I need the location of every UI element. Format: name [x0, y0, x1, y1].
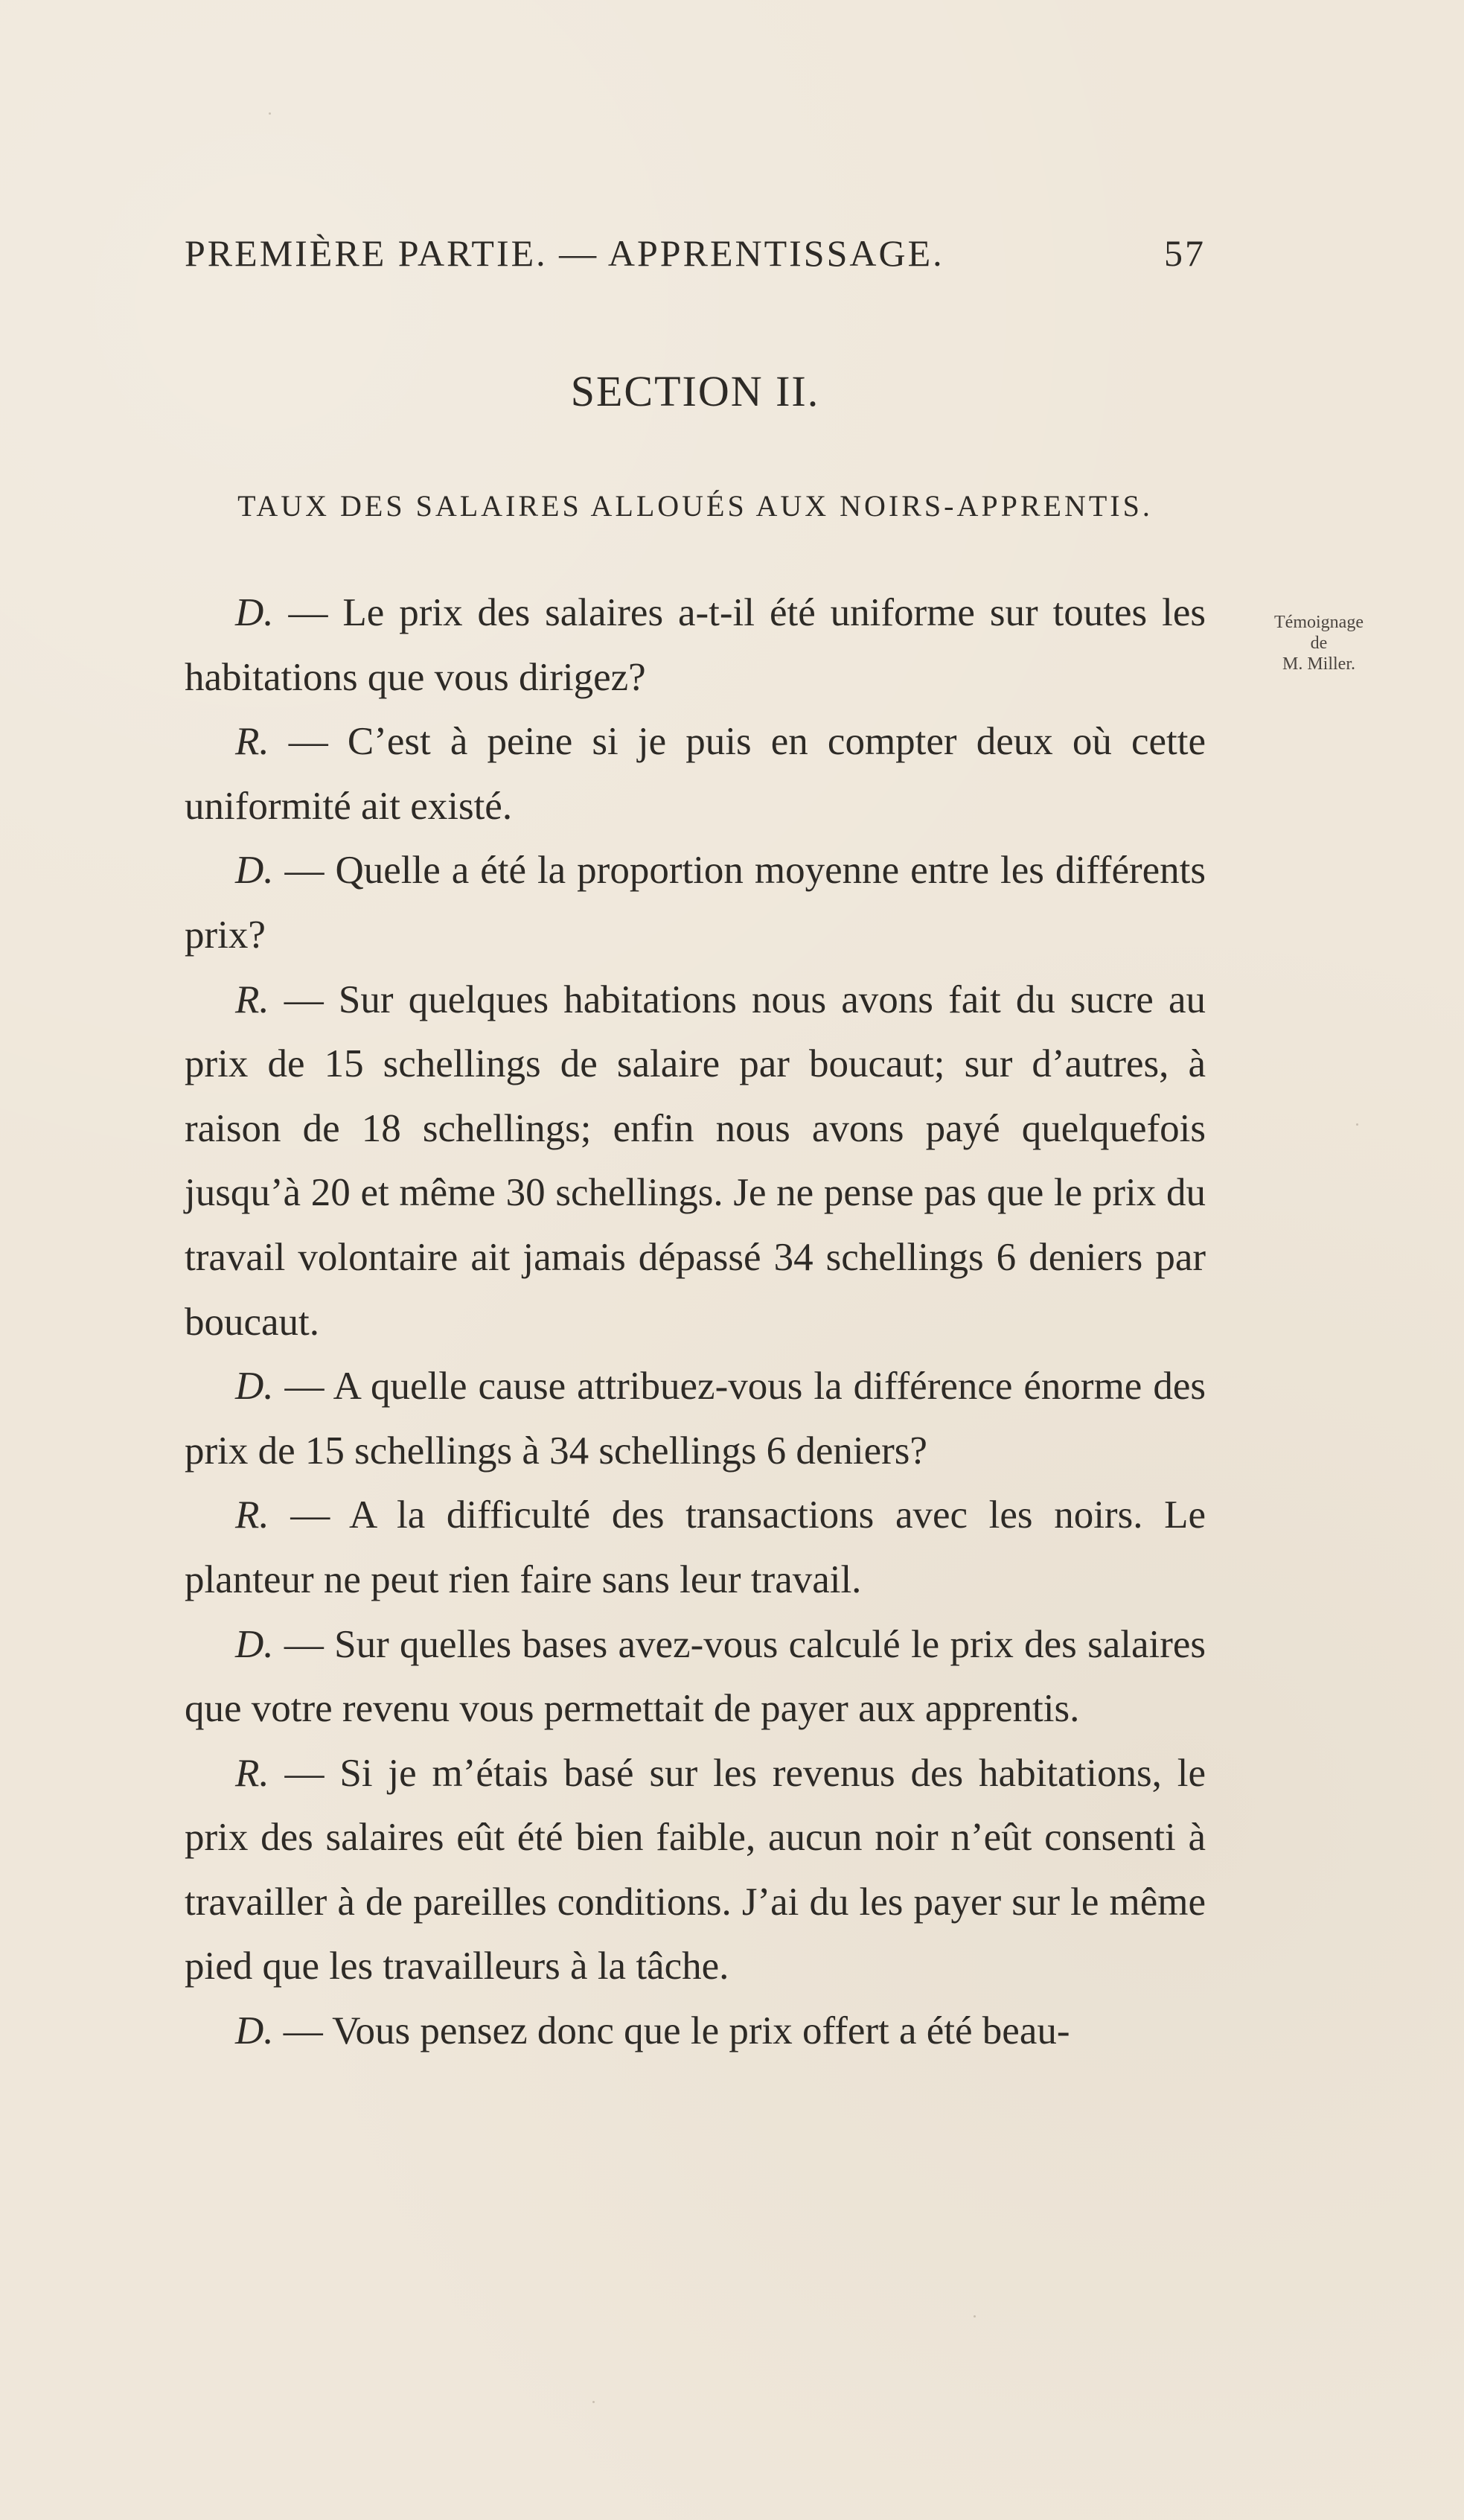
- dialogue-paragraph: [185, 968, 1206, 1355]
- interview-text: [185, 581, 1206, 2064]
- dialogue-paragraph: [185, 1613, 1206, 1741]
- dialogue-paragraph: [185, 1999, 1206, 2064]
- paper-speck: [778, 617, 780, 619]
- speaker-label: D.: [235, 1622, 274, 1666]
- section-subtitle: TAUX DES SALAIRES ALLOUÉS AUX NOIRS-APPRENTIS.: [237, 489, 1153, 523]
- paragraph-text: — Vous pensez donc que le prix offert a été beau-: [273, 2009, 1070, 2053]
- speaker-label: R.: [235, 1751, 269, 1795]
- speaker-label: D.: [235, 591, 274, 634]
- speaker-label: D.: [235, 1365, 274, 1409]
- margin-note-line: Témoignage: [1274, 613, 1364, 632]
- dialogue-paragraph: [185, 709, 1206, 838]
- dialogue-paragraph: [185, 1483, 1206, 1612]
- margin-note: [1237, 612, 1401, 674]
- running-title: PREMIÈRE PARTIE. — APPRENTISSAGE.: [185, 232, 944, 274]
- paragraph-text: — Sur quelles bases avez-vous calculé le prix des salaires que votre revenu vous permettait de payer aux apprentis.: [185, 1622, 1206, 1731]
- paragraph-text: — C’est à peine si je puis en compter deux où cette uniformité ait existé.: [185, 720, 1206, 828]
- paragraph-text: — Si je m’étais basé sur les revenus des habitations, le prix des salaires eût été bien faible, aucun noir n’eût consenti à travailler à de pareilles conditions. J’ai du les payer sur le même pied que les travailleurs à la tâche.: [185, 1751, 1206, 1988]
- paper-speck: [592, 2401, 595, 2403]
- margin-note-line: M. Miller.: [1282, 654, 1355, 674]
- dialogue-paragraph: [185, 581, 1206, 709]
- paper-speck: [974, 2315, 976, 2318]
- dialogue-paragraph: [185, 1741, 1206, 1999]
- running-header: [185, 223, 1206, 283]
- paragraph-text: — Quelle a été la proportion moyenne entre les différents prix?: [185, 849, 1206, 957]
- speaker-label: R.: [235, 977, 269, 1021]
- dialogue-paragraph: [185, 838, 1206, 967]
- paragraph-text: — A la difficulté des transactions avec les noirs. Le planteur ne peut rien faire sans leur travail.: [185, 1493, 1206, 1601]
- paper-speck: [269, 112, 271, 115]
- paragraph-text: — A quelle cause attribuez-vous la différence énorme des prix de 15 schellings à 34 schellings 6 deniers?: [185, 1365, 1206, 1473]
- paper-speck: [1356, 1123, 1358, 1126]
- speaker-label: R.: [235, 720, 269, 764]
- section-title: SECTION II.: [570, 367, 820, 415]
- paragraph-text: — Le prix des salaires a-t-il été uniforme sur toutes les habitations que vous dirigez?: [185, 591, 1206, 699]
- speaker-label: R.: [235, 1493, 269, 1537]
- page-number: 57: [1164, 232, 1206, 274]
- speaker-label: D.: [235, 2009, 274, 2053]
- margin-note-line: de: [1310, 634, 1328, 653]
- dialogue-paragraph: [185, 1354, 1206, 1483]
- paragraph-text: — Sur quelques habitations nous avons fait du sucre au prix de 15 schellings de salaire par boucaut; sur d’autres, à raison de 18 schellings; enfin nous avons payé quelquefois jusqu’à 20 et même 30 schellings. Je ne pense pas que le prix du travail volontaire ait jamais dépassé 34 schellings 6 deniers par boucaut.: [185, 977, 1206, 1344]
- speaker-label: D.: [235, 849, 274, 893]
